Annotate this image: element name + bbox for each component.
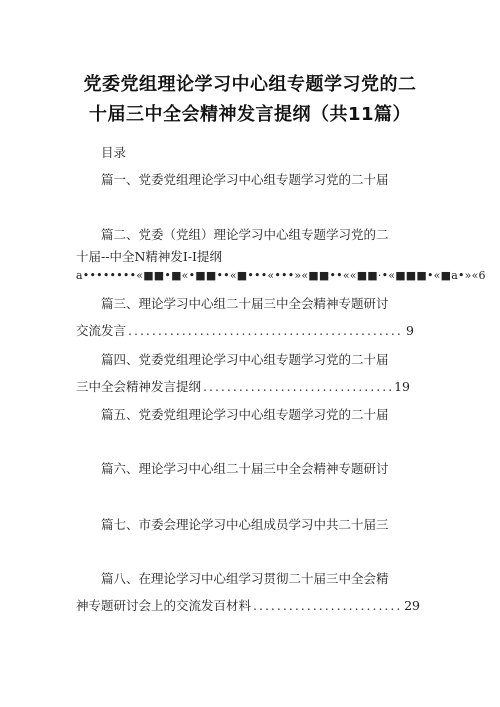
toc-entry-2[interactable]: 篇二、党委（党组）理论学习中心组专题学习党的二 — [101, 227, 389, 242]
toc-entry-4-last: 三中全会精神发言提纲 — [76, 379, 202, 394]
toc-entry-3-page: 9 — [406, 323, 414, 338]
toc-entry-8-page: 29 — [404, 598, 420, 613]
document-title — [40, 70, 460, 130]
toc-entry-8[interactable]: 篇八、在理论学习中心组学习贯彻二十届三中全会精 — [101, 571, 389, 586]
toc-entry-4-page: 19 — [394, 379, 410, 394]
title-line-1: 党委党组理论学习中心组专题学习党的二 — [83, 74, 417, 95]
toc-entry-5[interactable]: 篇五、党委党组理论学习中心组专题学习党的二十届 — [101, 407, 389, 422]
dot-leader — [128, 323, 404, 339]
toc-heading: 目录 — [101, 145, 127, 160]
toc-entry-7[interactable]: 篇七、市委会理论学习中心组成员学习中共二十届三 — [101, 517, 389, 532]
toc-entry-4-leader — [76, 379, 410, 395]
toc-entry-2-cont: 十届--中全N精神发I-I提纲 — [76, 249, 222, 264]
dot-leader — [203, 379, 392, 395]
title-line-2: 十届三中全会精神发言提纲（共11篇） — [88, 104, 412, 125]
toc-entry-1[interactable]: 篇一、党委党组理论学习中心组专题学习党的二十届 — [101, 172, 389, 187]
toc-entry-3-last: 交流发言 — [76, 323, 127, 338]
toc-entry-2-leader: a••••••••«■■•■«•■■••«■•••«•••»«■■••««■■·•«■■■•«■a•»«6 — [76, 269, 486, 282]
toc-entry-8-last: 神专题研讨会上的交流发百材料 — [76, 598, 252, 613]
toc-entry-3[interactable]: 篇三、理论学习中心组二十届三中全会精神专题研讨 — [101, 296, 389, 311]
toc-entry-6[interactable]: 篇六、理论学习中心组二十届三中全会精神专题研讨 — [101, 461, 389, 476]
toc-entry-4[interactable]: 篇四、党委党组理论学习中心组专题学习党的二十届 — [101, 352, 389, 367]
dot-leader — [253, 598, 402, 614]
toc-entry-8-leader — [76, 598, 420, 614]
toc-entry-3-leader — [76, 323, 414, 339]
